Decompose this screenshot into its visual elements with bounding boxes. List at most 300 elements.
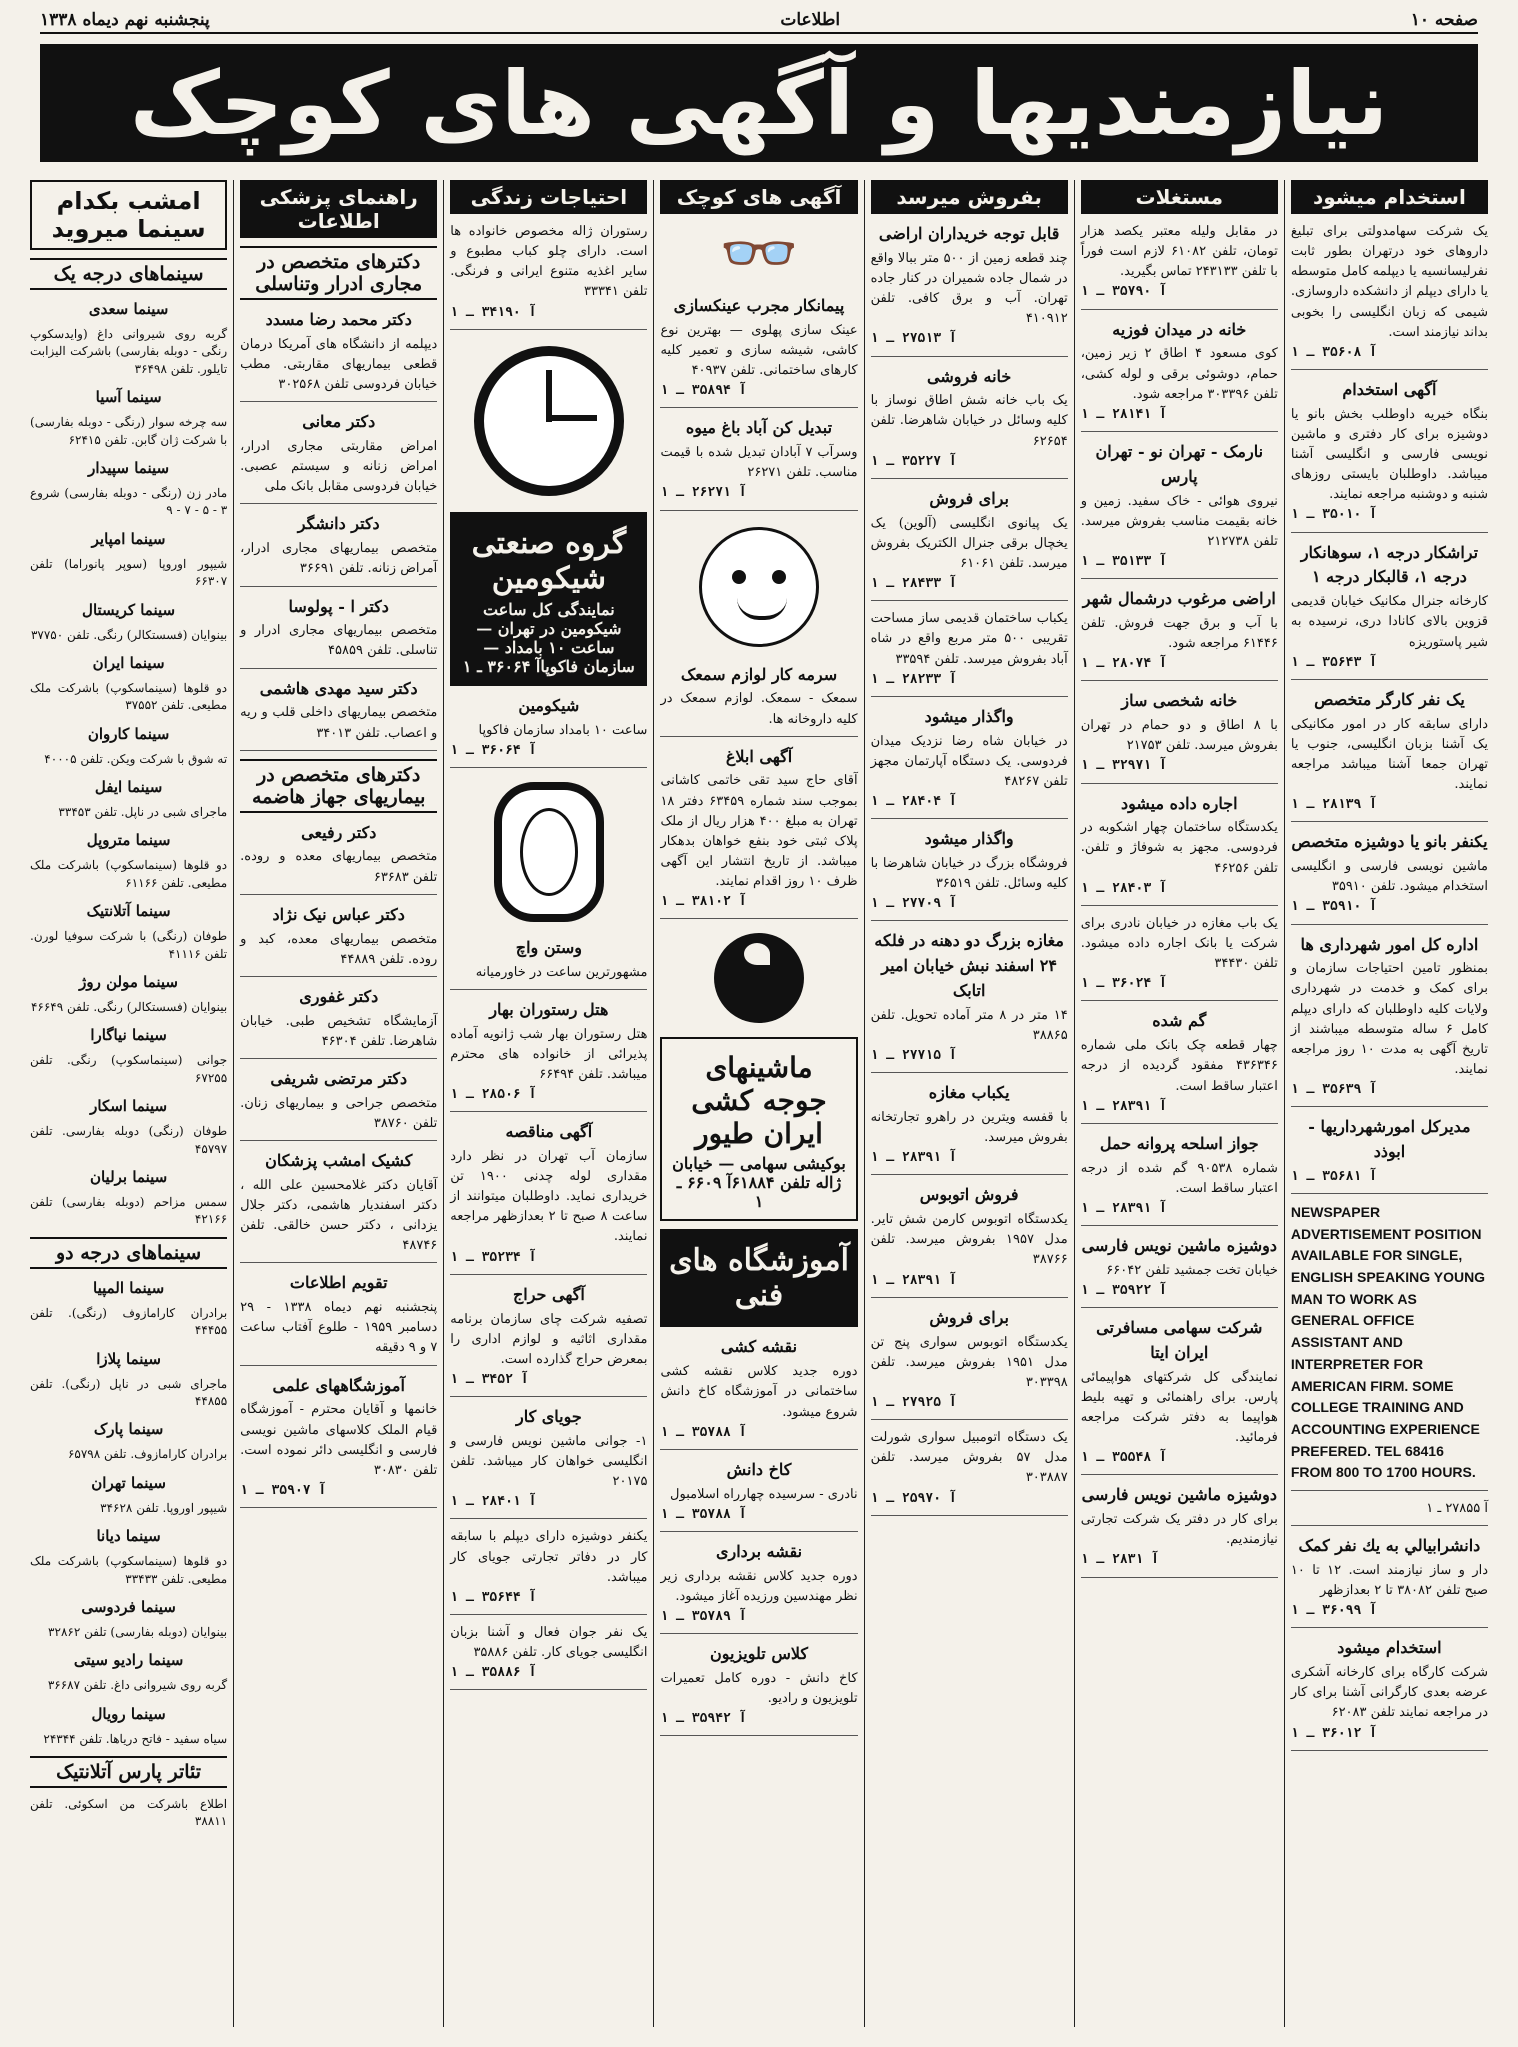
ad-title: یکباب مغازه (928, 1083, 1010, 1103)
doctor-listing (240, 985, 437, 1059)
cinema-listing: شیپور اوروپا. تلفن ۳۴۶۲۸ (100, 1500, 228, 1515)
ad-title: گم شده (1152, 1011, 1207, 1031)
page-number: صفحه ۱۰ (1410, 10, 1478, 30)
classified-ad (450, 1623, 647, 1690)
ad-title: دانشرابيالي به يك نفر كمک (1298, 1536, 1481, 1556)
doctor-listing (240, 1149, 437, 1263)
doctor-listing (240, 1271, 437, 1365)
ad-code: آ ۲۸۴۰۳ ـ ۱ (1080, 880, 1167, 896)
ad-code: آ ۳۵۹۴۲ ـ ۱ (660, 1711, 747, 1727)
ad-code: آ ۳۶۰۲۴ ـ ۱ (1080, 976, 1167, 992)
cinema-name: سینما سپیدار (88, 458, 170, 477)
clock-icon (474, 346, 624, 496)
issue-date: پنجشنبه نهم دیماه ۱۳۳۸ (40, 10, 210, 30)
ad-body: وسرآب ۷ آبادان تبدیل شده با قیمت مناسب. تلفن ۲۶۲۷۱ (660, 445, 858, 481)
classified-ad (1081, 1009, 1278, 1123)
cinema-name: سینما اسکار (90, 1097, 168, 1116)
cinema-name: سینما کریستال (82, 600, 176, 619)
ad-code: آ ۶۶۰۹ ـ ۱ (676, 1173, 764, 1212)
column-heading: آگهی های کوچک (660, 180, 857, 214)
ad-code: آ ۳۵۶۳۹ ـ ۱ (1290, 1082, 1377, 1098)
ad-code: آ ۳۵۰۱۰ ـ ۱ (1290, 507, 1377, 523)
ad-title: دکتر ا - پولوسا (288, 596, 389, 616)
cinema-listing: بینوایان (دوبله بفارسی) تلفن ۳۲۸۶۲ (48, 1624, 228, 1639)
classified-ad (1291, 1115, 1488, 1194)
ad-code: آ ۲۷۹۲۵ ـ ۱ (870, 1394, 957, 1410)
ad-body: امراض مقاربتی مجاری ادرار، امراض زنانه و سیستم عصبی. خیابان فردوسی مقابل بانک ملی (240, 439, 438, 495)
ad-body: نادری - سرسیده چهارراه اسلامبول (670, 1486, 858, 1502)
ad-code: آ ۲۸۱۳۹ ـ ۱ (1290, 797, 1377, 813)
cinema-listing: دو قلوها (سینماسکوپ) باشرکت ملک مطیعی. تلفن ۳۷۵۵۲ (30, 680, 228, 713)
ad-title: دکتر مرتضی شریفی (270, 1068, 408, 1088)
ad-body: دارای سابقه کار در امور مکانیکی یک آشنا بزبان انگلیسی، جنوب یا تهران جمعا آشنا میباشد مراجعه نمایند. (1290, 716, 1488, 792)
ad-body: ۱- جوانی ماشین نویس فارسی و انگلیسی خواهان کار میباشد. تلفن ۲۰۱۷۵ (450, 1433, 648, 1490)
ad-code: آ ۳۵۹۱۰ ـ ۱ (1290, 899, 1377, 915)
ad-title: آموزشگاههای علمی (272, 1375, 405, 1395)
section-subheading: دکترهای متخصص در بیماریهای جهاز هاضمه (240, 759, 437, 813)
classified-ad (660, 1037, 857, 1221)
ad-title: قابل توجه خریداران اراضی (878, 224, 1060, 243)
ad-title: برای فروش (929, 488, 1009, 508)
ad-body: نمایندگی کل شرکتهای هواپیمائی پارس. برای راهنمائی و تهیه بلیط هواپیما به دفتر شرکت مراجعه فرمائید. (1080, 1369, 1278, 1446)
ad-title: واگذار میشود (924, 706, 1014, 726)
ad-body: با ۸ اطاق و دو حمام در تهران بفروش میرسد. تلفن ۲۱۷۵۳ (1080, 718, 1278, 754)
cinema-name: سینما پلازا (96, 1349, 161, 1368)
classified-ad (450, 998, 647, 1112)
ad-body: دار و ساز نیازمند است. ۱۲ تا ۱۰ صبح تلفن ۳۸۰۸۲ تا ۲ بعدازظهر (1290, 1562, 1488, 1599)
ad-code: آ ۲۸۳۹۱ ـ ۱ (870, 1272, 957, 1288)
ad-code: آ ۳۵۷۹۰ ـ ۱ (1080, 284, 1167, 300)
cinema-listing: ماجرای شبی در ناپل. تلفن ۳۳۴۵۳ (58, 805, 228, 820)
cinema-listing: برادران کارامازوف. تلفن ۶۵۷۹۸ (67, 1447, 228, 1462)
cinema-name: سینما آتلانتیک (86, 902, 171, 921)
ad-body: چند قطعه زمین از ۵۰۰ متر ببالا واقع در شمال جاده شمیران در کنار جاده تهران. آب و برق کافی. تلفن ۴۱۰۹۱۲ (870, 250, 1068, 327)
ad-title: آگهی مناقصه (505, 1122, 593, 1142)
smile-icon (737, 598, 787, 620)
ad-body: یکنفر دوشیزه دارای دیپلم با سابقه کار در دفاتر تجارتی جویای کار میباشد. (450, 1529, 648, 1585)
ad-title: کشیک امشب پزشکان (265, 1150, 413, 1170)
column-heading: بفروش میرسد (871, 180, 1068, 214)
ad-code: آ ۲۸۱۴۱ ـ ۱ (1080, 406, 1167, 422)
classified-ad (871, 609, 1068, 697)
ad-body: چهار قطعه چک بانک ملی شماره ۴۳۶۳۴۶ مفقود گردیده از درجه اعتبار ساقط است. (1080, 1038, 1278, 1094)
classified-ad (1081, 1316, 1278, 1475)
ad-body: بوکیشی سهامی — خیابان ژاله تلفن ۶۱۸۸۴ (672, 1154, 846, 1193)
ad-code: آ ۳۵۹۲۲ ـ ۱ (1080, 1282, 1167, 1298)
cinema-name: سینما رادیو سیتی (73, 1651, 184, 1670)
ad-body: یک دستگاه اتومبیل سواری شورلت مدل ۵۷ بفروش میرسد. تلفن ۳۰۳۸۸۷ (870, 1430, 1068, 1486)
ad-code: آ ۳۶۰۱۲ ـ ۱ (1290, 1725, 1377, 1741)
ad-body: با قفسه ویترین در راهرو تجارتخانه بفروش میرسد. (870, 1109, 1068, 1146)
ad-code: آ ۳۲۹۷۱ ـ ۱ (1080, 758, 1167, 774)
clock-hand-icon (549, 415, 597, 421)
top-line (40, 8, 1478, 34)
classified-ad (660, 1335, 857, 1449)
ad-body: متخصص بیماریهای مجاری ادرار، آمراض زنانه. تلفن ۳۶۶۹۱ (240, 541, 438, 577)
watch-dial-icon (520, 808, 578, 896)
cinema-name: سینما پارک (93, 1420, 164, 1439)
ad-title: گروه صنعتی شیکومین (471, 525, 627, 596)
ad-title: کلاس تلویزیون (709, 1644, 809, 1664)
column-small-ads (653, 180, 863, 2027)
ad-title: دکتر غفوری (299, 986, 379, 1006)
ad-body: خانمها و آقایان محترم - آموزشگاه قیام الملک کلاسهای ماشین نویسی فارسی و انگلیسی دائر نموده است. تلفن ۳۰۸۳۰ (240, 1402, 438, 1478)
ad-title: شیکومین (518, 695, 580, 715)
ad-title: واگذار میشود (924, 829, 1014, 849)
cinema-name: سینما دیانا (96, 1527, 161, 1546)
ad-body: متخصص جراحی و بیماریهای زنان. تلفن ۳۸۷۶۰ (240, 1095, 438, 1131)
column-for-sale (864, 180, 1074, 2027)
classified-ad (450, 936, 647, 990)
classified-ad (1081, 1234, 1278, 1308)
classified-ad (1081, 318, 1278, 432)
cinema-name: سینما نیاگارا (90, 1026, 167, 1045)
classified-ad (1081, 440, 1278, 579)
cinema-name: سینما امپایر (91, 529, 166, 548)
classified-ad (450, 1405, 647, 1519)
ad-title: مغازه بزرگ دو دهنه در فلکه ۲۴ اسفند نبش خیابان امیر اتابک (874, 931, 1064, 1000)
ad-code: آ ۲۸۳۱ ـ ۱ (1080, 1552, 1159, 1568)
ad-title: خانه در میدان فوزیه (1112, 319, 1247, 339)
ad-title: تقویم اطلاعات (289, 1273, 388, 1293)
doctor-listing (240, 512, 437, 586)
ad-body: یک شرکت سهامدولتی برای تبلیغ داروهای خود درتهران بطور ثابت نفرلیسانسیه یا دیپلمه کامل متوسطه یا دارای دیپلم از دانشکده داروسازی. شیمی که زبان انگلیسی را بخوبی بداند نیازمند است. (1290, 224, 1488, 340)
classified-ad (660, 1540, 857, 1634)
classified-ad (871, 365, 1068, 479)
banner-title: نیازمندیها و آگهی های کوچک (129, 51, 1389, 155)
ad-title: نقشه برداری (715, 1541, 803, 1561)
ad-body: آقای حاج سید تقی خاتمی کاشانی بموجب سند شماره ۶۳۴۵۹ دفتر ۱۸ تهران به مبلغ ۴۰۰ هزار ریال از ملک پلاک ثبتی خود بنفع خواهان بدهکار میباشد. از تاریخ انتشار این آگهی ظرف ۱۰ روز اقدام نمایند. (660, 773, 858, 890)
ad-code: آ ۳۵۶۴۳ ـ ۱ (1290, 654, 1377, 670)
classified-ad (871, 222, 1068, 357)
ad-code: آ ۲۸۴۳۳ ـ ۱ (870, 576, 957, 592)
classified-ad (1291, 688, 1488, 823)
cinema-name: سینما المپیا (93, 1278, 165, 1297)
classified-ad (1081, 587, 1278, 681)
ad-code: آ ۲۸۳۹۱ ـ ۱ (870, 1150, 957, 1166)
woman-face-icon (699, 527, 819, 647)
classified-ad (1081, 1132, 1278, 1226)
ad-title: یکنفر بانو یا دوشیزه متخصص (1291, 832, 1488, 852)
classified-ad (871, 827, 1068, 921)
doctor-listing (240, 1067, 437, 1141)
ad-title: دوشیزه ماشین نویس فارسی (1081, 1485, 1277, 1505)
classified-ad (1291, 1534, 1488, 1628)
doctor-listing (240, 1374, 437, 1509)
ad-body: تصفیه شرکت چای سازمان برنامه مقداری اثاثیه و لوازم اداری را بمعرض حراج گذارده است. (450, 1311, 648, 1367)
classified-ad (450, 512, 647, 686)
ad-body: متخصص بیماریهای داخلی قلب و ریه و اعصاب. تلفن ۳۴۰۱۳ (240, 705, 438, 741)
paper-name: اطلاعات (780, 10, 841, 30)
ad-body: ۱۴ متر در ۸ متر آماده تحویل. تلفن ۳۸۸۶۵ (870, 1007, 1068, 1043)
ad-title: برای فروش (929, 1307, 1009, 1327)
ad-code: آ ۲۸۲۳۳ ـ ۱ (870, 671, 957, 687)
ad-body: عینک سازی پهلوی — بهترین نوع کاشی، شیشه سازی و تعمیر کلیه کارهای ساختمانی. تلفن ۴۰۹۳۷ (660, 322, 858, 379)
ad-title: دکتر محمد رضا مسدد (265, 310, 412, 329)
column-employment (1284, 180, 1494, 2027)
classified-ad (1081, 222, 1278, 310)
cinema-name: سینما سعدی (88, 300, 169, 318)
english-ad: NEWSPAPER ADVERTISEMENT POSITION AVAILABLE FOR SINGLE, ENGLISH SPEAKING YOUNG MAN TO WORK AS GENERAL OFFICE ASSISTANT AND INTERPRETER FOR AMERICAN FIRM. SOME COLLEGE TRAINING AND ACCOUNTING EXPERIENCE PREFERED. TEL 68416 FROM 800 TO 1700 HOURS. (1291, 1202, 1488, 1491)
ad-title: وستن واچ (515, 937, 582, 957)
ad-title: آگهی ابلاغ (725, 746, 793, 766)
doctor-listing (240, 595, 437, 669)
ad-title: دکتر سید مهدی هاشمی (259, 678, 418, 698)
english-ad-code: آ ۲۷۸۵۵ ـ ۱ (1291, 1499, 1488, 1526)
ad-body: با آب و برق جهت فروش. تلفن ۶۱۴۴۶ مراجعه شود. (1080, 615, 1278, 652)
ad-code: آ ۲۷۷۱۵ ـ ۱ (870, 1048, 957, 1064)
ad-title: دکتر عباس نیک نژاد (272, 904, 405, 924)
ad-code: آ ۲۸۳۹۱ ـ ۱ (1080, 1098, 1167, 1114)
ad-code: آ ۲۷۷۰۹ ـ ۱ (870, 896, 957, 912)
classified-ad (450, 1283, 647, 1397)
ad-code: آ ۲۶۲۷۱ ـ ۱ (660, 485, 747, 501)
eye-icon (772, 570, 786, 584)
theatre-listing: اطلاع باشرکت من اسکوئی. تلفن ۳۸۸۱۱ (30, 1797, 228, 1829)
ad-title: اراضی مرغوب درشمال شهر (1082, 589, 1276, 609)
ad-body: یک باب خانه شش اطاق نوساز با کلیه وسائل در خیابان شاهرضا. تلفن ۶۲۶۵۴ (870, 393, 1068, 449)
ad-title: دکتر رفیعی (301, 822, 377, 842)
doctor-listing (240, 410, 437, 504)
ad-body: در مقابل ولیله معتبر یکصد هزار تومان، تلفن ۶۱۰۸۲ لازم است فوراً با تلفن ۲۴۳۱۳۳ تماس بگیرید. (1080, 224, 1278, 280)
cinema-listing: جوانی (سینماسکوپ) رنگی. تلفن ۶۷۲۵۵ (30, 1053, 228, 1085)
column-real-estate (1074, 180, 1284, 2027)
ad-title: اداره کل امور شهرداری ها (1300, 934, 1479, 954)
ad-code: آ ۳۵۸۹۴ ـ ۱ (660, 383, 747, 399)
glasses-icon: 👓 (719, 217, 799, 291)
ad-body: برای کار در دفتر یک شرکت تجارتی نیازمندیم. (1080, 1512, 1278, 1548)
doctor-listing (240, 821, 437, 895)
ad-body: یک باب مغازه در خیابان نادری برای شرکت یا بانک اجاره داده میشود. تلفن ۳۴۴۳۰ (1080, 915, 1278, 972)
cinema-listing: گربه روی شیروانی داغ (وایدسکوپ رنگی - دوبله بفارسی) باشرکت الیزابت تایلور. تلفن ۳۶۴۹۸ (30, 327, 228, 376)
ad-title: مدیرکل امورشهرداریها - ابوذد (1308, 1117, 1471, 1162)
ad-title: استخدام میشود (1337, 1638, 1442, 1658)
classified-ad (660, 294, 857, 408)
classified-ad (1081, 914, 1278, 1002)
ad-title: تبدیل کن آباد باغ میوه (685, 418, 833, 438)
classified-ad (660, 1642, 857, 1736)
ad-code: آ ۳۶۰۶۴ ـ ۱ (450, 742, 537, 758)
cinema-listing: ته شوق با شرکت ویکن. تلفن ۴۰۰۰۵ (44, 751, 228, 766)
ad-body: یک پیانوی انگلیسی (آلوین) یک یخچال برقی جنرال الکتریک بفروش میرسد. تلفن ۶۱۰۶۱ (870, 515, 1068, 571)
ad-code: آ ۳۶۰۹۹ ـ ۱ (1290, 1603, 1377, 1619)
ad-body: مشهورترین ساعت در خاورمیانه (475, 964, 648, 980)
ad-body: کارخانه جنرال مکانیک خیابان قدیمی قزوین بالای کانادا دری، نرسیده به شیر پاستوریزه (1290, 594, 1488, 650)
classified-ad (660, 1458, 857, 1532)
column-medical-guide (233, 180, 443, 2027)
cinema-listing: برادران کارامازوف (رنگی). تلفن ۴۴۴۵۵ (30, 1305, 228, 1338)
ad-title: یک نفر کارگر متخصص (1314, 689, 1465, 709)
ad-code: آ ۳۵۷۸۸ ـ ۱ (660, 1506, 747, 1522)
cinema-listing: سه چرخه سوار (رنگی - دوبله بفارسی) با شرکت ژان گابن. تلفن ۶۲۴۱۵ (30, 415, 228, 447)
ad-code: آ ۳۶۰۶۴ ـ ۱ (462, 656, 541, 676)
ad-title: پیمانکار مجرب عینکسازی (673, 296, 845, 315)
column-heading: استخدام میشود (1291, 180, 1488, 214)
cinema-listing: بینوایان (فسستکالر) رنگی. تلفن ۴۶۶۴۹ (30, 1000, 228, 1015)
classified-ad (871, 1081, 1068, 1175)
ad-body: آزمایشگاه تشخیص طبی. خیابان شاهرضا. تلفن ۴۶۳۰۴ (240, 1013, 438, 1049)
ad-body: یکباب ساختمان قدیمی ساز مساحت تقریبی ۵۰۰ متر مربع واقع در شاه آباد بفروش میرسد. تلفن ۳۳۵۹۴ (870, 611, 1068, 667)
cinema-listing: سمس مزاحم (دوبله بفارسی) تلفن ۴۲۱۶۶ (30, 1194, 228, 1227)
cinema-name: سینما تهران (91, 1473, 166, 1492)
cinema-name: سینما فردوسی (81, 1597, 176, 1616)
clock-hand-icon (546, 370, 552, 422)
ad-code: آ ۳۵۹۰۷ ـ ۱ (240, 1482, 327, 1498)
ad-code: آ ۲۷۵۱۳ ـ ۱ (870, 331, 957, 347)
ad-body: دیپلمه از دانشگاه های آمریکا درمان قطعی بیماریهای مقاربتی. مطب خیابان فردوسی تلفن ۳۰۲۵۶۸ (240, 336, 438, 393)
cinema-name: سینما متروپل (86, 831, 171, 850)
ad-title: نارمک - تهران نو - تهران پارس (1095, 441, 1264, 486)
ad-body: متخصص بیماریهای معده، کبد و روده. تلفن ۴۴۸۸۹ (240, 931, 438, 967)
classified-ad (871, 1428, 1068, 1516)
ad-body: شرکت کارگاه برای کارخانه آشکری عرضه بعدی کارگرانی آشنا برای کار در مراجعه نمایند تلفن ۶۲۰۸۳ (1290, 1665, 1488, 1721)
classified-ad (450, 694, 647, 768)
ad-body: خیابان تخت جمشید تلفن ۶۶۰۴۲ (1106, 1262, 1278, 1278)
column-heading: احتیاجات زندگی (450, 180, 647, 214)
classified-ad (1291, 541, 1488, 680)
ad-body: در خیابان شاه رضا نزدیک میدان فردوسی. یک دستگاه آپارتمان مجهز تلفن ۴۸۲۶۷ (870, 733, 1068, 789)
ad-body: نمایندگی کل ساعت شیکومین در تهران — ساعت ۱۰ بامداد — سازمان فاکوپا (476, 599, 635, 676)
classified-ad (871, 487, 1068, 601)
ad-title: فروش اتوبوس (919, 1185, 1019, 1205)
cinema-name: سینما رویال (91, 1704, 166, 1723)
ad-code: آ ۳۵۷۸۸ ـ ۱ (660, 1424, 747, 1440)
ad-code: آ ۲۸۳۹۱ ـ ۱ (1080, 1200, 1167, 1216)
ad-body: ماشین نویسی فارسی و انگلیسی استخدام میشود. تلفن ۳۵۹۱۰ (1290, 859, 1488, 895)
ad-body: شماره ۹۰۵۳۸ گم شده از درجه اعتبار ساقط است. (1080, 1160, 1278, 1196)
classified-ad (660, 1229, 857, 1327)
cinema-listing: طوفان (رنگی) با شرکت سوفیا لورن. تلفن ۴۱۱۱۶ (30, 929, 228, 961)
ad-body: کاخ دانش - دوره کامل تعمیرات تلویزیون و رادیو. (660, 1670, 858, 1707)
classified-ad (1291, 830, 1488, 924)
ad-body: سازمان آب تهران در نظر دارد مقداری لوله چدنی ۱۹۰۰ تن خریداری نماید. داوطلبان میتوانند از ساعت ۸ صبح تا ۲ بعدازظهر مراجعه نمایند. (450, 1148, 648, 1245)
cinema-listing: طوفان (رنگی) دوبله بفارسی. تلفن ۴۵۷۹۷ (30, 1124, 228, 1156)
ad-body: رستوران ژاله مخصوص خانواده ها است. دارای چلو کباب مطبوع و سایر اغذیه متنوع ایرانی و فرنگی. تلفن ۳۳۳۴۱ (450, 224, 648, 300)
ad-body: کوی مسعود ۴ اطاق ۲ زیر زمین، حمام، دوشوئی برقی و لوله کشی، تلفن ۳۰۳۳۹۶ مراجعه شود. (1080, 346, 1278, 402)
ad-title: آموزشگاه های فنی (669, 1243, 849, 1314)
ad-title: آگهی حراج (512, 1284, 585, 1304)
cinema-listing: مادر زن (رنگی - دوبله بفارسی) شروع ۳ - ۵ - ۷ - ۹ (30, 485, 228, 518)
ad-code: آ ۳۵۱۳۳ ـ ۱ (1080, 553, 1167, 569)
classified-ad (450, 222, 647, 330)
ad-body: دوره جدید کلاس نقشه کشی ساختمانی در آموزشگاه کاخ دانش شروع میشود. (660, 1364, 858, 1420)
cinema-listing: سیاه سفید - فاتح دریاها. تلفن ۲۴۳۴۴ (43, 1731, 228, 1746)
cinema-name: سینما آسیا (95, 388, 162, 407)
cinema-listing: ماجرای شبی در ناپل (رنگی). تلفن ۴۴۸۵۵ (30, 1376, 228, 1408)
column-heading: امشب بکدام سینما میروید (30, 180, 227, 250)
wristwatch-icon (494, 782, 604, 922)
ad-code: آ ۲۸۰۷۴ ـ ۱ (1080, 656, 1167, 672)
ad-title: خانه شخصی ساز (1121, 691, 1238, 711)
ad-body: فروشگاه بزرگ در خیابان شاهرضا با کلیه وسائل. تلفن ۳۶۵۱۹ (870, 855, 1068, 892)
classified-ad (660, 416, 857, 510)
cinema-name: سینما ایران (92, 653, 165, 672)
classified-ad (871, 1183, 1068, 1297)
cinema-name: سینما کاروان (87, 724, 170, 743)
classified-ad (1291, 378, 1488, 533)
classified-ad (871, 1306, 1068, 1420)
ad-title: دکتر معانی (302, 412, 376, 432)
ad-code: آ ۳۵۷۸۹ ـ ۱ (660, 1608, 747, 1624)
doctor-listing (240, 308, 437, 402)
cinema-name: سینما برلیان (89, 1167, 168, 1186)
classified-ad (871, 705, 1068, 819)
column-cinemas (24, 180, 233, 2027)
ad-title: کاخ دانش (726, 1459, 792, 1479)
classified-ad (660, 745, 857, 920)
ad-title: دکتر دانشگر (297, 514, 380, 534)
ad-code: آ ۳۵۸۸۶ ـ ۱ (450, 1665, 537, 1681)
column-heading: مستغلات (1081, 180, 1278, 214)
cinema-listing: بینوایان (فسستکالر) رنگی. تلفن ۳۷۷۵۰ (30, 627, 228, 642)
doctor-listing (240, 903, 437, 977)
ad-title: دوشیزه ماشین نویس فارسی (1081, 1236, 1277, 1256)
cinema-name: سینما ایفل (94, 778, 163, 797)
classified-ad (1081, 792, 1278, 906)
ad-body: بمنظور تامین احتیاجات سازمان و برای کمک و خدمت در شهرداری ولایات کلیه داوطلبان که دارای دیپلم کامل ۶ ساله متوسطه میباشند از تاریخ آگهی به مدت ۱۰ روز مراجعه نمایند. (1290, 961, 1489, 1077)
ad-code: آ ۳۵۶۸۱ ـ ۱ (1290, 1168, 1377, 1184)
ad-title: اجاره داده میشود (1120, 793, 1238, 813)
ad-code: آ ۳۵۶۰۸ ـ ۱ (1290, 344, 1377, 360)
ad-body: متخصص بیماریهای مجاری ادرار و تناسلی. تلفن ۴۵۸۵۹ (240, 623, 438, 659)
ad-body: ساعت ۱۰ بامداد سازمان فاکوپا (478, 722, 648, 738)
ad-title: خانه فروشی (926, 366, 1012, 386)
section-subheading: دکترهای متخصص در مجاری ادرار وتناسلی (240, 246, 437, 300)
classified-ad (1291, 222, 1488, 370)
ad-title: هتل رستوران بهار (489, 999, 609, 1019)
cinema-subheading-second: سینماهای درجه دو (30, 1237, 227, 1269)
classified-ad (1291, 1636, 1488, 1750)
ad-body: یکدستگاه اتوبوس کارمن شش تایر. مدل ۱۹۵۷ بفروش میرسد. تلفن ۳۸۷۶۶ (870, 1212, 1068, 1268)
ad-code: آ ۲۸۴۰۴ ـ ۱ (870, 794, 957, 809)
banner (40, 44, 1478, 162)
ad-title: جواز اسلحه پروانه حمل (1099, 1133, 1259, 1153)
ad-body: متخصص بیماریهای معده و روده. تلفن ۶۳۶۸۳ (240, 849, 438, 885)
classified-ad (1081, 689, 1278, 783)
ad-code: آ ۲۵۹۷۰ ـ ۱ (870, 1490, 957, 1506)
ad-body: یک نفر جوان فعال و آشنا بزبان انگلیسی جویای کار. تلفن ۳۵۸۸۶ (450, 1625, 648, 1661)
ad-code: آ ۳۴۱۹۰ ـ ۱ (450, 304, 537, 320)
classified-ad (450, 1527, 647, 1615)
cinema-subheading-first: سینماهای درجه یک (30, 258, 227, 290)
cinema-listing: دو قلوها (سینماسکوپ) باشرکت ملک مطیعی. تلفن ۳۳۴۳۳ (30, 1554, 228, 1586)
ad-code: آ ۳۵۶۴۴ ـ ۱ (450, 1589, 537, 1605)
classified-ad (660, 663, 857, 737)
ad-title: نقشه کشی (720, 1337, 798, 1357)
ad-body: هتل رستوران بهار شب ژانویه آماده پذیرائی از خانواده های محترم میباشد. تلفن ۶۶۴۹۴ (450, 1026, 648, 1082)
ad-title: تراشکار درجه ۱، سوهانکار درجه ۱، قالبکار درجه ۱ (1300, 542, 1479, 587)
classified-ad (871, 929, 1068, 1073)
ad-code: آ ۲۸۵۰۶ ـ ۱ (450, 1086, 537, 1102)
columns (24, 180, 1494, 2027)
cinema-listing: گربه روی شیروانی داغ. تلفن ۳۶۶۸۷ (47, 1678, 228, 1693)
rooster-icon (714, 933, 804, 1023)
ad-body: نیروی هوائی - خاک سفید. زمین و خانه بقیمت مناسب بفروش میرسد. تلفن ۲۱۲۷۳۸ (1080, 493, 1278, 549)
ad-title: جویای کار (515, 1407, 582, 1427)
column-living-needs (443, 180, 653, 2027)
classified-ad (1081, 1483, 1278, 1577)
ad-code: آ ۲۸۴۰۱ ـ ۱ (450, 1494, 537, 1510)
theatre-title: تئاتر پارس آتلانتیک (30, 1756, 227, 1788)
ad-title: شرکت سهامی مسافرتی ایران ایتا (1096, 1318, 1263, 1362)
ad-title: سرمه کار لوازم سمعک (680, 664, 838, 684)
cinema-listing: دو قلوها (سینماسکوپ) باشرکت ملک مطیعی. تلفن ۶۱۱۶۶ (30, 858, 228, 890)
classified-ad (450, 1120, 647, 1275)
doctor-listing (240, 677, 437, 751)
ad-title: ماشینهای جوجه کشی ایران طیور (691, 1051, 827, 1151)
ad-body: آقایان دکتر غلامحسین علی الله ، دکتر اسفندیار هاشمی، دکتر جلال یزدانی ، دکتر حسن خالقی. تلفن ۴۸۷۴۶ (240, 1177, 438, 1254)
ad-body: پنجشنبه نهم دیماه ۱۳۳۸ - ۲۹ دسامبر ۱۹۵۹ - طلوع آفتاب ساعت ۷ و ۹ دقیقه (240, 1300, 438, 1356)
